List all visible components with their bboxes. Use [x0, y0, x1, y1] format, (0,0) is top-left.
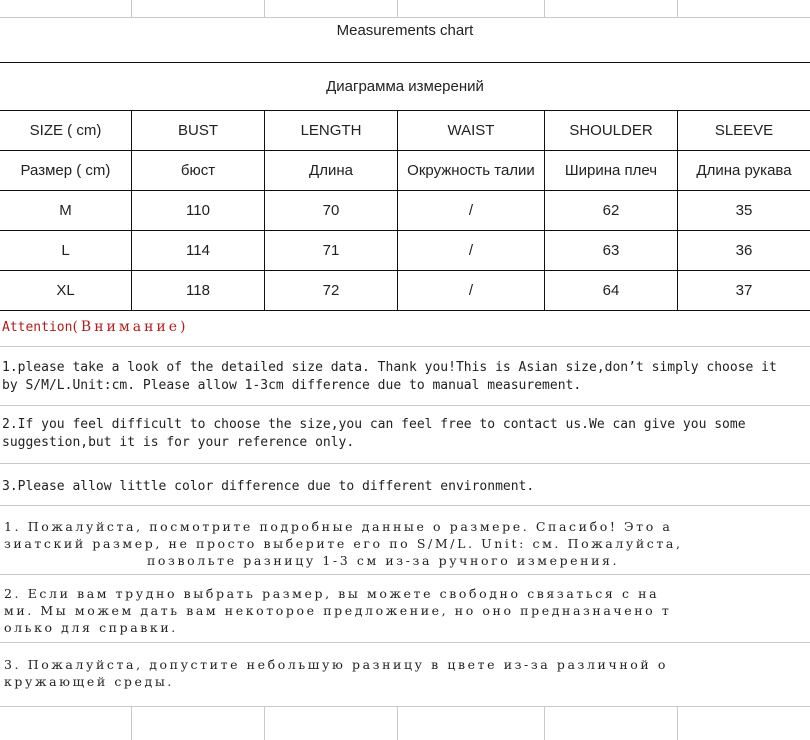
- note-en-2: [2, 416, 746, 452]
- grid-v-3-top: [397, 0, 398, 17]
- table-cell-length: 72: [322, 282, 340, 299]
- header-length: LENGTH: [300, 122, 362, 139]
- table-cell-shoulder: 64: [602, 282, 620, 299]
- notes-divider: [0, 463, 810, 464]
- grid-v-5-bottom: [677, 706, 678, 740]
- header-waist: WAIST: [447, 122, 495, 139]
- table-cell-sleeve: 37: [735, 282, 753, 299]
- note-ru-1-line3: позвольте разницу 1-3 см из-за ручного измерения.: [147, 553, 620, 568]
- table-cell-sleeve: 35: [735, 202, 753, 219]
- header-shoulder: SHOULDER: [569, 122, 653, 139]
- table-cell-bust: 110: [186, 202, 210, 219]
- note-ru-1-line1: 1. Пожалуйста, посмотрите подробные данные о размере. Спасибо! Это а: [4, 519, 673, 534]
- table-cell-shoulder: 62: [602, 202, 620, 219]
- title-divider-1: [0, 62, 810, 63]
- grid-v-1-bottom: [131, 706, 132, 740]
- header-shoulder-ru: Ширина плеч: [564, 162, 658, 179]
- note-en-3: [2, 478, 534, 496]
- grid-v-2-bottom: [264, 706, 265, 740]
- grid-v-5-top: [677, 0, 678, 17]
- table-cell-size: M: [59, 202, 72, 219]
- header-sleeve-ru: Длина рукава: [696, 162, 792, 179]
- note-ru-2-line2: ми. Мы можем дать вам некоторое предложение, но оно предназначено т: [4, 603, 672, 618]
- table-cell-size: XL: [56, 282, 75, 299]
- note-en-1-line1: 1.please take a look of the detailed size data. Thank you!This is Asian size,don’t simply choose it: [2, 360, 777, 375]
- attention-label: Attention: [2, 320, 73, 335]
- table-cell-length: 71: [322, 242, 340, 259]
- header-length-ru: Длина: [309, 162, 353, 179]
- note-ru-2: [4, 585, 671, 636]
- grid-v-2-top: [264, 0, 265, 17]
- header-bust-ru: бюст: [180, 162, 216, 179]
- note-en-3-line1: 3.Please allow little color difference due to different environment.: [2, 479, 535, 494]
- table-cell-sleeve: 36: [735, 242, 753, 259]
- attention-label-ru: (Внимание): [72, 319, 189, 335]
- note-en-1-line2: by S/M/L.Unit:cm. Please allow 1-3cm difference due to manual measurement.: [2, 378, 582, 393]
- table-bottom-border: [0, 310, 810, 311]
- header-size: SIZE ( cm): [29, 122, 102, 139]
- note-en-2-line2: suggestion,but it is for your reference only.: [2, 435, 355, 450]
- header-bust: BUST: [177, 122, 218, 139]
- grid-v-1-top: [131, 0, 132, 17]
- attention-heading: [2, 318, 189, 336]
- grid-v-4-bottom: [544, 706, 545, 740]
- measurements-chart-title-ru: Диаграмма измерений: [326, 78, 484, 95]
- notes-divider: [0, 346, 810, 347]
- note-ru-3-line2: кружающей среды.: [4, 674, 174, 689]
- table-cell-bust: 118: [186, 282, 210, 299]
- note-ru-1: [4, 518, 683, 569]
- notes-divider: [0, 574, 810, 575]
- table-cell-bust: 114: [186, 242, 210, 259]
- table-cell-length: 70: [322, 202, 340, 219]
- note-en-1: [2, 359, 777, 395]
- header-sleeve: SLEEVE: [714, 122, 774, 139]
- note-ru-2-line1: 2. Если вам трудно выбрать размер, вы можете свободно связаться с на: [4, 586, 660, 601]
- table-cell-shoulder: 63: [602, 242, 620, 259]
- table-cell-size: L: [61, 242, 70, 259]
- grid-bottom-border: [0, 706, 810, 707]
- note-ru-2-line3: олько для справки.: [4, 620, 178, 635]
- header-waist-ru: Окружность талии: [407, 162, 535, 179]
- grid-v-4-top: [544, 0, 545, 17]
- notes-divider: [0, 405, 810, 406]
- table-cell-waist: /: [468, 282, 474, 299]
- table-cell-waist: /: [468, 202, 474, 219]
- table-cell-waist: /: [468, 242, 474, 259]
- note-ru-1-line2: зиатский размер, не просто выберите его по S/M/L. Unit: см. Пожалуйста,: [4, 536, 683, 551]
- note-ru-3: [4, 656, 668, 690]
- header-size-ru: Размер ( cm): [20, 162, 111, 179]
- note-ru-3-line1: 3. Пожалуйста, допустите небольшую разницу в цвете из-за различной о: [4, 657, 669, 672]
- note-en-2-line1: 2.If you feel difficult to choose the size,you can feel free to contact us.We can give you some: [2, 417, 746, 432]
- grid-v-3-bottom: [397, 706, 398, 740]
- notes-divider: [0, 642, 810, 643]
- notes-divider: [0, 505, 810, 506]
- measurements-chart-title: Measurements chart: [336, 22, 474, 39]
- grid-top-border: [0, 17, 810, 18]
